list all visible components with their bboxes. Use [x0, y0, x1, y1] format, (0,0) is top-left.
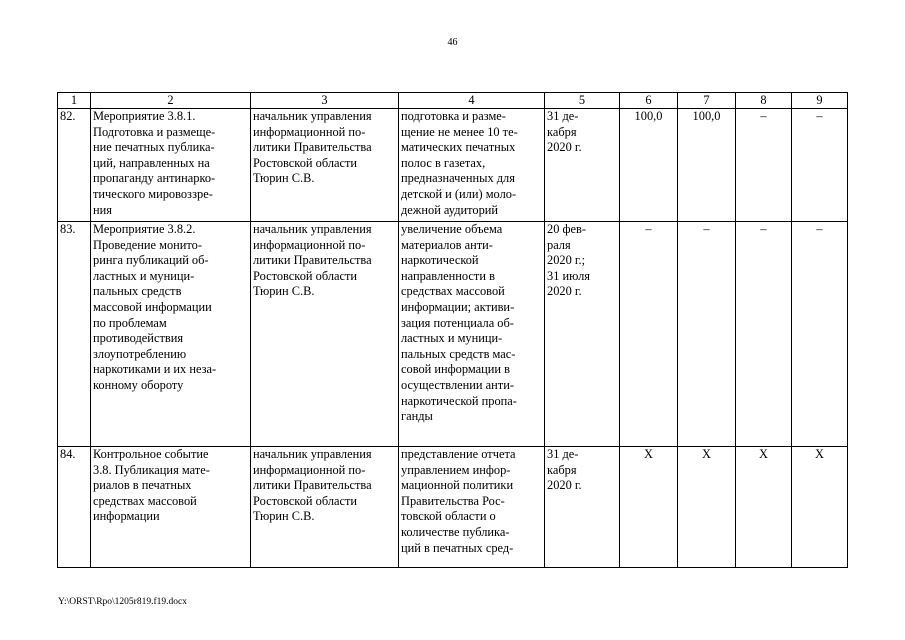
- header-row: [58, 93, 848, 109]
- column-header: 2: [91, 93, 251, 109]
- column-header: 9: [792, 93, 848, 109]
- row-number: 84.: [58, 447, 91, 568]
- event-cell: Мероприятие 3.8.1. Подготовка и размеще- ние печатных публика- ций, направленных на пропаганду антинарко- тического мировоззре- ния: [91, 109, 251, 222]
- value-cell-7: X: [678, 447, 736, 568]
- value-cell-6: X: [620, 447, 678, 568]
- result-text: представление отчета управлением инфор- мационной политики Правительства Рос- товской области о количестве публика- ций в печатных сред-: [401, 447, 516, 555]
- responsible-cell: начальник управления информационной по- литики Правительства Ростовской области Тюрин С.В.: [251, 109, 399, 222]
- page-number: 46: [447, 37, 458, 48]
- document-path: Y:\ORST\Rpo\1205r819.f19.docx: [58, 597, 187, 607]
- column-header: 8: [736, 93, 792, 109]
- event-cell: Мероприятие 3.8.2. Проведение монито- ринга публикаций об- ластных и муници- пальных средств массовой информации по проблемам противодействия злоупотреблению наркотиками и их неза- конному обороту: [91, 222, 251, 447]
- event-cell: Контрольное событие 3.8. Публикация мате- риалов в печатных средствах массовой информации: [91, 447, 251, 568]
- table-row: [58, 447, 848, 568]
- result-cell: [399, 447, 545, 568]
- table-row: [58, 109, 848, 222]
- value-cell-6: –: [620, 222, 678, 447]
- value-cell-7: –: [678, 222, 736, 447]
- responsible-cell: начальник управления информационной по- литики Правительства Ростовской области Тюрин С.В.: [251, 222, 399, 447]
- row-number: 82.: [58, 109, 91, 222]
- column-header: 7: [678, 93, 736, 109]
- deadline-cell: 31 де- кабря 2020 г.: [545, 447, 620, 568]
- column-header: 1: [58, 93, 91, 109]
- value-cell-8: –: [736, 109, 792, 222]
- plan-table: [57, 92, 848, 568]
- value-cell-6: 100,0: [620, 109, 678, 222]
- column-header: 6: [620, 93, 678, 109]
- result-cell: увеличение объема материалов анти- наркотической направленности в средствах массовой информации; активи- зация потенциала об- ластных и муници- пальных средств мас- совой информации в осуществлении анти- наркотической пропа- ганды: [399, 222, 545, 447]
- result-cell: подготовка и разме- щение не менее 10 те- матических печатных полос в газетах, предназначенных для детской и (или) моло- дежной аудиторий: [399, 109, 545, 222]
- value-cell-8: –: [736, 222, 792, 447]
- value-cell-9: –: [792, 109, 848, 222]
- column-header: 5: [545, 93, 620, 109]
- deadline-cell: 20 фев- раля 2020 г.; 31 июля 2020 г.: [545, 222, 620, 447]
- value-cell-8: X: [736, 447, 792, 568]
- column-header: 4: [399, 93, 545, 109]
- value-cell-7: 100,0: [678, 109, 736, 222]
- value-cell-9: X: [792, 447, 848, 568]
- row-number: 83.: [58, 222, 91, 447]
- value-cell-9: –: [792, 222, 848, 447]
- column-header: 3: [251, 93, 399, 109]
- responsible-cell: начальник управления информационной по- литики Правительства Ростовской области Тюрин С.В.: [251, 447, 399, 568]
- table-row: [58, 222, 848, 447]
- deadline-cell: 31 де- кабря 2020 г.: [545, 109, 620, 222]
